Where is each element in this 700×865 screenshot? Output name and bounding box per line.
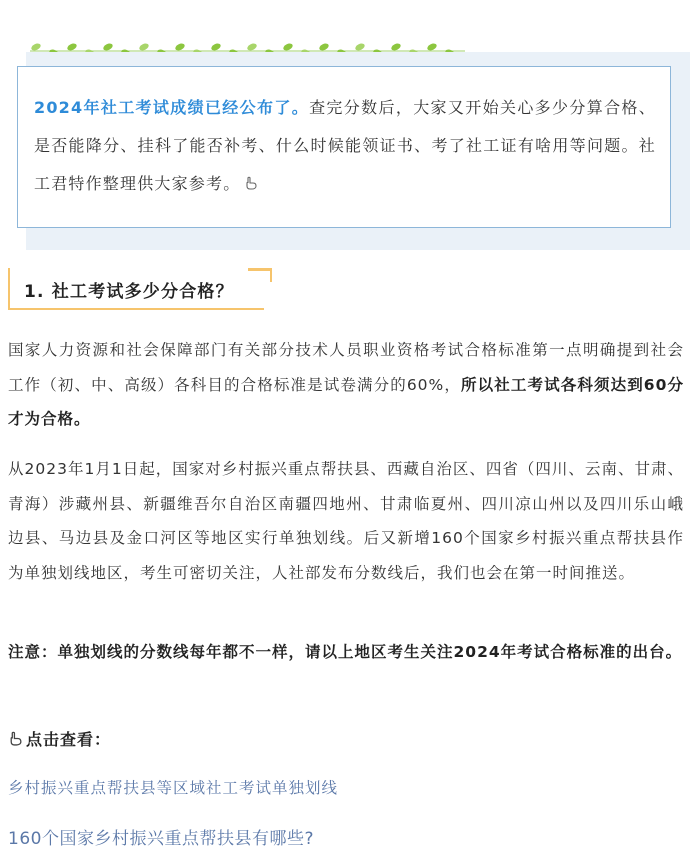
heading-accent-left — [8, 268, 10, 310]
click-view-label-text: 点击查看： — [26, 730, 112, 749]
pointing-down-hand-icon — [8, 731, 23, 750]
click-view-label — [8, 727, 111, 750]
paragraph-separate-line: 从2023年1月1日起，国家对乡村振兴重点帮扶县、西藏自治区、四省（四川、云南、甘肃、青海）涉藏州县、新疆维吾尔自治区南疆四地州、甘肃临夏州、四川凉山州以及四川乐山峨边县、马边县及金口河区等地区实行单独划线。后又新增160个国家乡村振兴重点帮扶县作为单独划线地区，考生可密切关注，人社部发布分数线后，我们也会在第一时间推送。 — [8, 460, 684, 582]
leaf-icon — [66, 42, 78, 52]
leaf-icon — [210, 42, 222, 52]
pointing-down-hand-icon — [244, 166, 258, 204]
paragraph-note: 注意：单独划线的分数线每年都不一样，请以上地区考生关注2024年考试合格标准的出台。 — [8, 643, 683, 661]
heading-accent-bottom — [8, 308, 264, 310]
leaf-icon — [246, 42, 258, 52]
heading-accent-top — [248, 268, 272, 271]
link-separate-line-regions[interactable]: 乡村振兴重点帮扶县等区域社工考试单独划线 — [8, 779, 339, 797]
link-160-counties[interactable]: 160个国家乡村振兴重点帮扶县有哪些? — [8, 829, 314, 849]
paragraph-pass-standard-bold: 所以社工考试各科须达到60分才为合格。 — [8, 375, 684, 428]
leaf-icon — [174, 42, 186, 52]
section-heading-text: 1. 社工考试多少分合格？ — [24, 282, 234, 302]
leaf-icon — [318, 42, 330, 52]
leaf-icon — [390, 42, 402, 52]
leaf-icon — [138, 42, 150, 52]
leaf-icon — [102, 42, 114, 52]
paragraph-pass-standard — [8, 333, 684, 437]
intro-paragraph — [34, 89, 656, 204]
intro-highlight: 2024年社工考试成绩已经公布了。 — [34, 98, 310, 117]
intro-body: 查完分数后，大家又开始关心多少分算合格、是否能降分、挂科了能否补考、什么时候能领证书、考了社工证有啥用等问题。社工君特作整理供大家参考。 — [34, 98, 656, 193]
intro-box — [17, 66, 671, 228]
heading-accent-right — [270, 268, 272, 282]
leaf-icon — [354, 42, 366, 52]
leaf-icon — [426, 42, 438, 52]
paragraph-pass-standard-text: 国家人力资源和社会保障部门有关部分技术人员职业资格考试合格标准第一点明确提到社会工作（初、中、高级）各科目的合格标准是试卷满分的60%， — [8, 341, 684, 394]
leaf-icon — [282, 42, 294, 52]
section-heading — [8, 268, 264, 310]
leaf-icon — [30, 42, 42, 52]
